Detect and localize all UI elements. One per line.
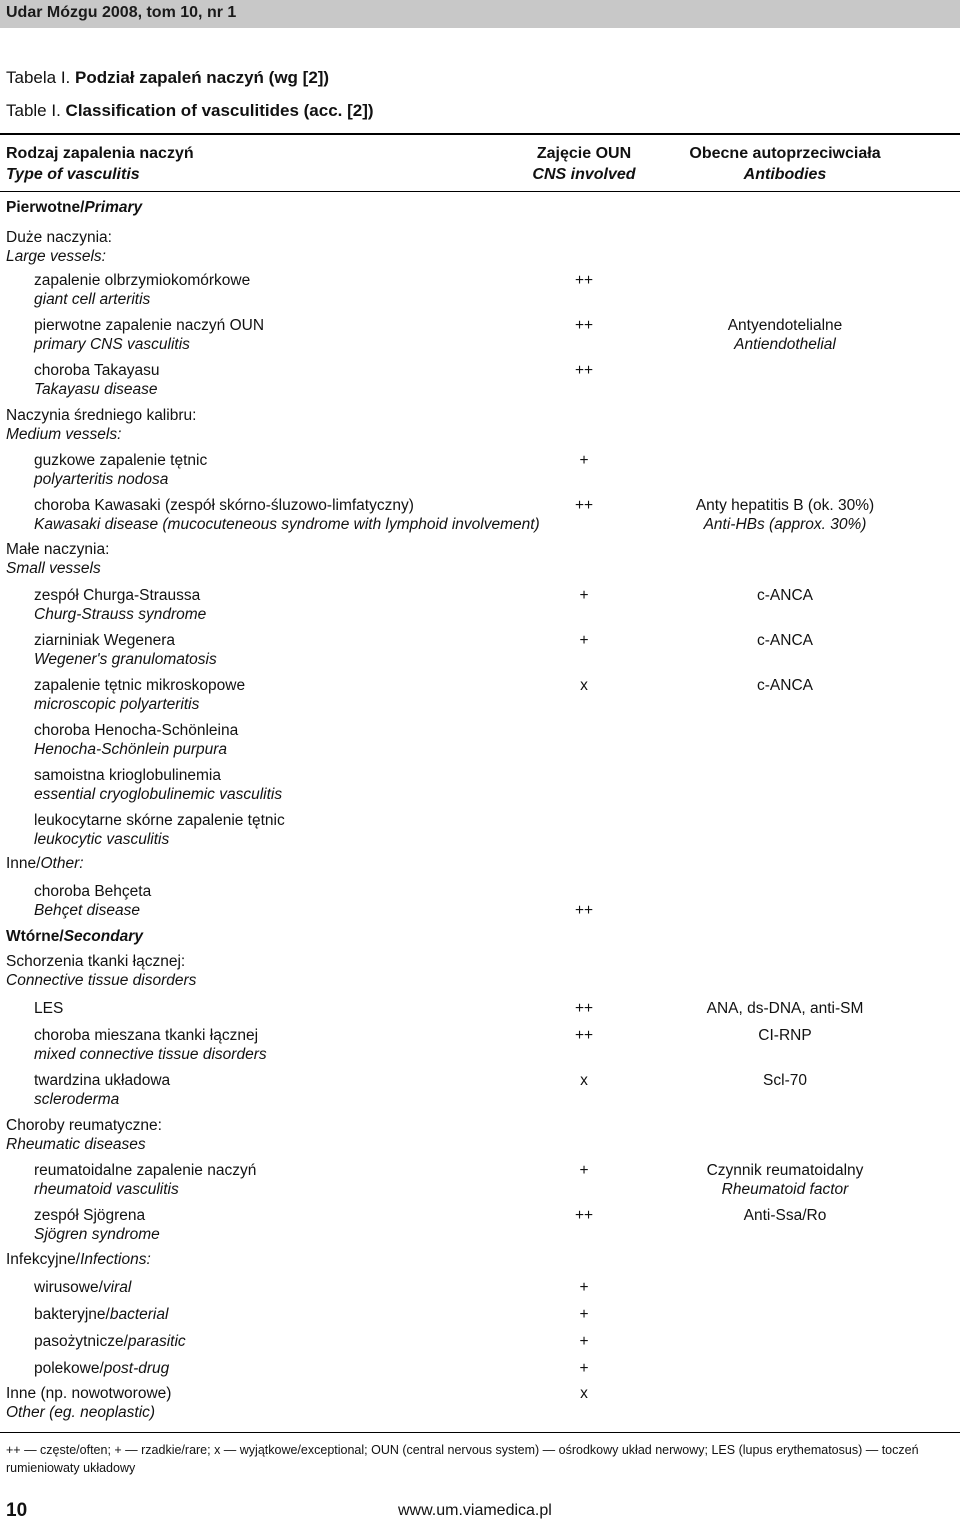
cns-involvement: ++	[574, 1207, 594, 1224]
antibodies-pl: ANA, ds-DNA, anti-SM	[706, 1000, 864, 1017]
row-label-en: post-drug	[103, 1360, 170, 1377]
table-bottom-rule	[0, 1432, 960, 1433]
row-label-pl: LES	[34, 1000, 64, 1017]
row-type-cell	[34, 587, 206, 624]
row-label-pl: Inne/	[6, 855, 41, 872]
row-label-pl: polekowe/	[34, 1360, 104, 1377]
row-label-en: Behçet disease	[34, 901, 140, 919]
cns-involvement: ++	[574, 272, 594, 289]
row-type-cell	[34, 812, 285, 849]
row-type-cell	[34, 883, 151, 920]
row-label-en: Rheumatic diseases	[6, 1135, 146, 1153]
caption-en-title: Classification of vasculitides (acc. [2])	[65, 101, 374, 120]
cns-involvement: x	[580, 677, 588, 694]
antibodies-cell	[665, 1207, 905, 1226]
row-label-pl: Duże naczynia:	[6, 229, 112, 246]
cns-involvement: +	[579, 1306, 589, 1323]
row-type-cell	[6, 1385, 171, 1422]
row-type-cell	[34, 1333, 186, 1352]
antibodies-cell	[665, 677, 905, 696]
row-label-pl: bakteryjne/	[34, 1306, 110, 1323]
row-type-cell	[34, 1360, 169, 1379]
antibodies-cell	[665, 317, 905, 354]
journal-header: Udar Mózgu 2008, tom 10, nr 1	[6, 4, 237, 21]
caption-polish	[6, 68, 329, 88]
row-label-pl: choroba mieszana tkanki łącznej	[34, 1027, 259, 1044]
column-type-header	[6, 143, 194, 185]
row-label-pl: Inne (np. nowotworowe)	[6, 1385, 172, 1402]
row-label-en: primary CNS vasculitis	[34, 335, 190, 353]
row-label-en: rheumatoid vasculitis	[34, 1180, 179, 1198]
cns-involvement: ++	[574, 362, 594, 379]
row-label-pl: zespół Churga-Straussa	[34, 587, 201, 604]
caption-pl-title: Podział zapaleń naczyń (wg [2])	[75, 68, 330, 87]
row-label-en: Small vessels	[6, 559, 101, 577]
row-label-pl: choroba Behçeta	[34, 883, 152, 900]
column-type-en: Type of vasculitis	[6, 166, 140, 183]
header-rule	[0, 191, 960, 192]
cns-involvement: +	[579, 1333, 589, 1350]
antibodies-pl: c-ANCA	[757, 587, 813, 604]
caption-english	[6, 101, 374, 121]
antibodies-pl: c-ANCA	[757, 677, 813, 694]
row-type-cell	[6, 953, 196, 990]
antibodies-en: Anti-HBs (approx. 30%)	[703, 515, 867, 533]
row-label-pl: pasożytnicze/	[34, 1333, 128, 1350]
cns-involvement: +	[579, 632, 589, 649]
cns-involvement: +	[579, 1279, 589, 1296]
row-type-cell	[34, 677, 245, 714]
row-type-cell	[34, 1207, 160, 1244]
row-label-pl: Małe naczynia:	[6, 541, 110, 558]
row-type-cell	[34, 452, 207, 489]
cns-involvement: +	[579, 452, 589, 469]
row-label-pl: wirusowe/	[34, 1279, 103, 1296]
antibodies-pl: c-ANCA	[757, 632, 813, 649]
row-label-pl: reumatoidalne zapalenie naczyń	[34, 1162, 257, 1179]
column-type-pl: Rodzaj zapalenia naczyń	[6, 145, 194, 162]
row-type-cell	[34, 1000, 63, 1019]
cns-involvement: ++	[574, 1000, 594, 1017]
section-label-en: Secondary	[63, 928, 143, 945]
row-label-en: polyarteritis nodosa	[34, 470, 169, 488]
row-label-pl: choroba Kawasaki (zespół skórno-śluzowo-limfatyczny)	[34, 497, 414, 514]
row-label-en: essential cryoglobulinemic vasculitis	[34, 785, 283, 803]
row-label-en: Infections:	[80, 1251, 151, 1268]
row-label-en: microscopic polyarteritis	[34, 695, 200, 713]
antibodies-cell	[665, 1072, 905, 1091]
antibodies-cell	[665, 587, 905, 606]
row-label-pl: zapalenie tętnic mikroskopowe	[34, 677, 246, 694]
section-label-pl: Wtórne/	[6, 928, 64, 945]
row-label-en: Wegener's granulomatosis	[34, 650, 217, 668]
row-type-cell	[34, 1072, 170, 1109]
row-type-cell	[34, 1306, 168, 1325]
row-type-cell	[34, 497, 540, 534]
row-label-en: leukocytic vasculitis	[34, 830, 170, 848]
row-label-pl: choroba Takayasu	[34, 362, 160, 379]
row-type-cell	[34, 1279, 131, 1298]
row-type-cell	[6, 407, 196, 444]
row-label-en: Connective tissue disorders	[6, 971, 197, 989]
row-label-en: mixed connective tissue disorders	[34, 1045, 267, 1063]
table-header	[0, 143, 960, 191]
column-antibodies-pl: Obecne autoprzeciwciała	[689, 145, 881, 162]
row-label-pl: zapalenie olbrzymiokomórkowe	[34, 272, 251, 289]
row-label-pl: guzkowe zapalenie tętnic	[34, 452, 208, 469]
cns-involvement: x	[580, 1072, 588, 1089]
antibodies-pl: Anty hepatitis B (ok. 30%)	[695, 497, 875, 514]
table-top-rule	[0, 133, 960, 135]
cns-involvement: ++	[574, 901, 594, 919]
caption-en-prefix: Table I.	[6, 101, 61, 120]
row-label-en: Henocha-Schönlein purpura	[34, 740, 228, 758]
row-label-pl: Schorzenia tkanki łącznej:	[6, 953, 186, 970]
caption-pl-prefix: Tabela I.	[6, 68, 71, 87]
cns-involvement: ++	[574, 497, 594, 514]
column-antibodies-header	[665, 143, 905, 185]
antibodies-cell	[665, 632, 905, 651]
row-type-cell	[6, 199, 142, 218]
row-label-en: Medium vessels:	[6, 425, 122, 443]
row-label-en: scleroderma	[34, 1090, 120, 1108]
row-type-cell	[34, 767, 282, 804]
row-type-cell	[34, 1162, 256, 1199]
row-label-pl: choroba Henocha-Schönleina	[34, 722, 239, 739]
row-label-pl: Naczynia średniego kalibru:	[6, 407, 197, 424]
antibodies-pl: CI-RNP	[758, 1027, 812, 1044]
journal-header-bar	[0, 0, 960, 28]
section-label	[6, 199, 142, 216]
antibodies-pl: Antyendotelialne	[727, 317, 843, 334]
column-cns-header	[520, 143, 648, 185]
row-label-pl: leukocytarne skórne zapalenie tętnic	[34, 812, 285, 829]
row-label-pl: samoistna krioglobulinemia	[34, 767, 221, 784]
row-label-pl: pierwotne zapalenie naczyń OUN	[34, 317, 265, 334]
cns-involvement: x	[580, 1385, 588, 1402]
row-type-cell	[34, 362, 160, 399]
row-type-cell	[34, 1027, 267, 1064]
column-antibodies-en: Antibodies	[743, 166, 827, 183]
row-type-cell	[6, 1117, 162, 1154]
row-label-en: Large vessels:	[6, 247, 106, 265]
section-label-en: Primary	[84, 199, 143, 216]
antibodies-pl: Scl-70	[763, 1072, 807, 1089]
antibodies-cell	[665, 1027, 905, 1046]
page-number: 10	[6, 1500, 28, 1521]
cns-involvement: +	[579, 1360, 589, 1377]
row-label-en: Churg-Strauss syndrome	[34, 605, 207, 623]
row-label-pl: zespół Sjögrena	[34, 1207, 146, 1224]
row-label-en: Kawasaki disease (mucocuteneous syndrome with lymphoid involvement)	[34, 515, 540, 533]
cns-involvement: ++	[574, 1027, 594, 1044]
cns-involvement: +	[579, 1162, 589, 1179]
section-label	[6, 928, 143, 945]
row-label-pl: Choroby reumatyczne:	[6, 1117, 162, 1134]
journal-url: www.um.viamedica.pl	[398, 1502, 552, 1519]
cns-involvement: ++	[574, 317, 594, 334]
row-type-cell	[6, 1251, 151, 1270]
row-type-cell	[34, 272, 250, 309]
row-label-en: Other:	[40, 855, 84, 872]
row-label-en: bacterial	[109, 1306, 169, 1323]
row-label-pl: ziarniniak Wegenera	[34, 632, 176, 649]
row-type-cell	[34, 632, 217, 669]
row-label-en: Other (eg. neoplastic)	[6, 1403, 156, 1421]
cns-involvement: +	[579, 587, 589, 604]
antibodies-pl: Czynnik reumatoidalny	[706, 1162, 864, 1179]
section-label-pl: Pierwotne/	[6, 199, 85, 216]
row-type-cell	[6, 229, 112, 266]
row-label-en: Takayasu disease	[34, 380, 158, 398]
column-cns-en: CNS involved	[532, 166, 636, 183]
footnote: ++ — częste/often; + — rzadkie/rare; x — wyjątkowe/exceptional; OUN (central nervous system) — ośrodkowy układ nerwowy; LES (lupus erythematosus) — toczeń rumieniowaty układowy	[6, 1443, 919, 1475]
row-label-pl: Infekcyjne/	[6, 1251, 81, 1268]
row-label-en: parasitic	[127, 1333, 186, 1350]
antibodies-cell	[665, 1000, 905, 1019]
row-type-cell	[34, 317, 264, 354]
row-label-pl: twardzina układowa	[34, 1072, 171, 1089]
antibodies-en: Antiendothelial	[734, 335, 836, 353]
antibodies-en: Rheumatoid factor	[721, 1180, 849, 1198]
row-label-en: viral	[102, 1279, 132, 1296]
row-label-en: Sjögren syndrome	[34, 1225, 160, 1243]
row-label-en: giant cell arteritis	[34, 290, 151, 308]
row-type-cell	[6, 928, 143, 947]
column-cns-pl: Zajęcie OUN	[536, 145, 632, 162]
row-type-cell	[6, 855, 84, 874]
antibodies-cell	[665, 1162, 905, 1199]
antibodies-cell	[665, 497, 905, 534]
row-type-cell	[34, 722, 238, 759]
row-type-cell	[6, 541, 109, 578]
antibodies-pl: Anti-Ssa/Ro	[743, 1207, 827, 1224]
